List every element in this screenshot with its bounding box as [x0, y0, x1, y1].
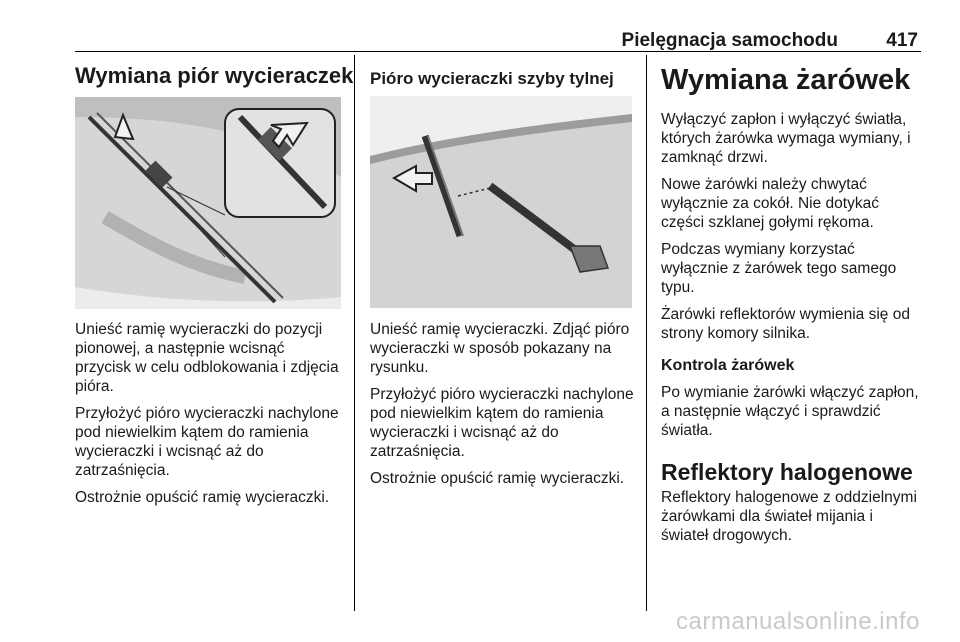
paragraph: Po wymianie żarówki włączyć zapłon, a następnie włączyć i sprawdzić światła. [661, 384, 919, 439]
paragraph: Nowe żarówki należy chwytać wyłącznie za cokół. Nie dotykać części szklanej gołymi rękoma. [661, 176, 879, 231]
section-heading-rear-wiper: Pióro wycieraczki szyby tylnej [370, 69, 614, 88]
column-divider-2 [646, 55, 647, 611]
rear-wiper-illustration [370, 96, 632, 308]
paragraph: Ostrożnie opuścić ramię wycieraczki. [370, 470, 625, 487]
paragraph: Unieść ramię wycieraczki. Zdjąć pióro wycieraczki w sposób pokazany na rysunku. [370, 321, 630, 376]
paragraph: Unieść ramię wycieraczki do pozycji pionowej, a następnie wcisnąć przycisk w celu odblokowania i zdjęcia pióra. [75, 321, 339, 395]
windshield-wiper-illustration [75, 97, 341, 309]
header-rule [75, 51, 921, 52]
paragraph: Ostrożnie opuścić ramię wycieraczki. [75, 489, 330, 506]
section-heading-bulbs: Wymiana żarówek [661, 64, 911, 96]
column-2 [370, 68, 635, 496]
running-title: Pielęgnacja samochodu [621, 30, 838, 51]
subheading-bulb-check: Kontrola żarówek [661, 357, 795, 374]
column-1 [75, 62, 354, 515]
paragraph: Przyłożyć pióro wycieraczki nachylone pod niewielkim kątem do ramienia wycieraczki i wcisnąć aż do zatrzaśnięcia. [370, 386, 634, 460]
page-number: 417 [886, 30, 918, 51]
paragraph: Wyłączyć zapłon i wyłączyć światła, których żarówka wymaga wymiany, i zamknąć drzwi. [661, 111, 911, 166]
paragraph: Reflektory halogenowe z oddzielnymi żarówkami dla świateł mijania i świateł drogowych. [661, 489, 917, 544]
section-heading-wiper-blades: Wymiana piór wycieraczek [75, 63, 354, 88]
watermark: carmanualsonline.info [676, 608, 920, 635]
paragraph: Podczas wymiany korzystać wyłącznie z żarówek tego samego typu. [661, 241, 897, 296]
column-3 [661, 62, 923, 553]
paragraph: Żarówki reflektorów wymienia się od strony komory silnika. [661, 306, 910, 342]
subheading-halogen-headlights: Reflektory halogenowe [661, 459, 913, 485]
paragraph: Przyłożyć pióro wycieraczki nachylone pod niewielkim kątem do ramienia wycieraczki i wcisnąć aż do zatrzaśnięcia. [75, 405, 339, 479]
column-divider-1 [354, 55, 355, 611]
